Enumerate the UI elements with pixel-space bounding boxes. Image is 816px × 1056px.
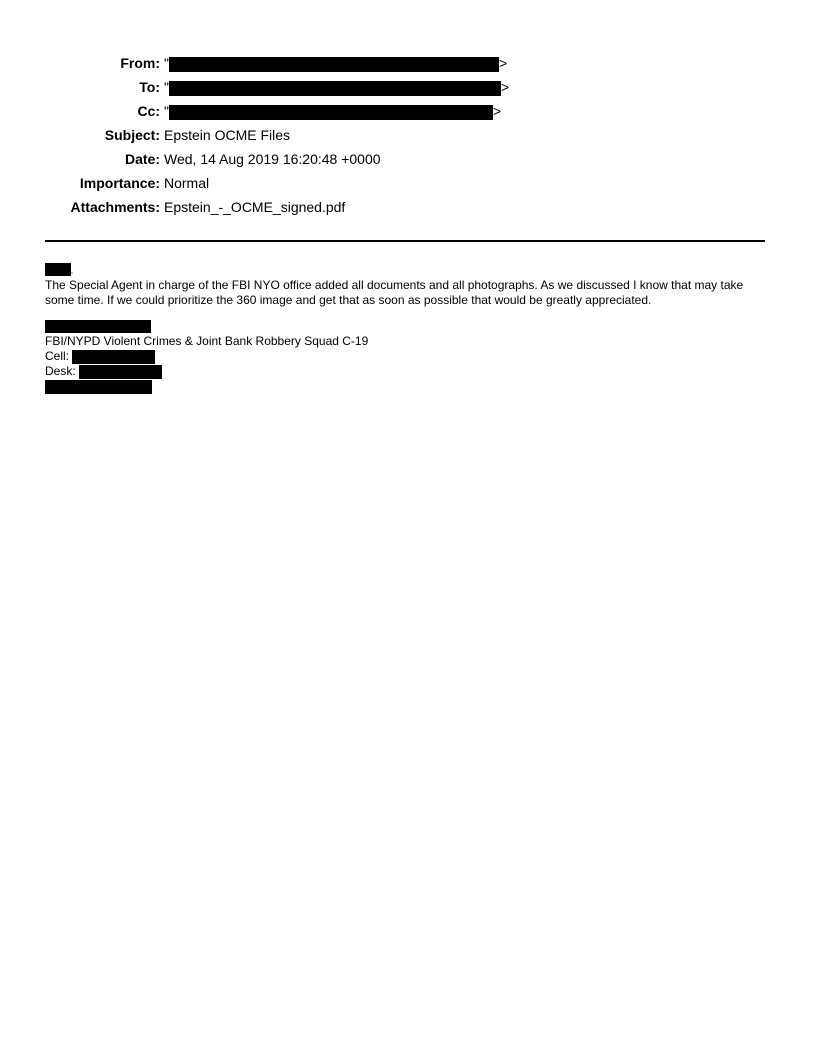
from-value	[164, 52, 507, 74]
to-bracket: >	[500, 79, 510, 95]
desk-label: Desk:	[45, 364, 76, 378]
subject-label: Subject:	[104, 127, 160, 143]
attachments-label: Attachments:	[70, 199, 160, 215]
cc-bracket: >	[492, 103, 502, 119]
subject-row	[0, 124, 816, 148]
to-quote: "	[164, 79, 169, 95]
importance-label: Importance:	[79, 175, 160, 191]
importance-row	[0, 172, 816, 196]
message-paragraph: The Special Agent in charge of the FBI NYO office added all documents and all photographs. As we discussed I know that may take some time. If we could prioritize the 360 image and get that as soon as possible that would be greatly appreciated.	[45, 278, 744, 307]
redaction-block	[45, 263, 71, 276]
attachments-row	[0, 196, 816, 220]
header-divider	[45, 240, 765, 242]
signature-desk	[45, 364, 770, 379]
to-value	[164, 76, 509, 98]
date-label: Date:	[124, 151, 160, 167]
cell-label: Cell:	[45, 349, 70, 363]
subject-value: Epstein OCME Files	[164, 127, 291, 143]
attachment-file[interactable]: Epstein_-_OCME_signed.pdf	[164, 199, 346, 215]
signature-extra	[45, 379, 770, 394]
greeting	[45, 262, 770, 276]
from-row	[0, 52, 816, 76]
redaction-block	[45, 380, 152, 394]
signature-block	[45, 319, 770, 394]
email-body	[45, 262, 770, 394]
redaction-block	[72, 350, 155, 364]
date-row	[0, 148, 816, 172]
cc-label: Cc:	[137, 103, 160, 119]
to-row	[0, 76, 816, 100]
from-bracket: >	[498, 55, 508, 71]
importance-value: Normal	[164, 175, 210, 191]
from-quote: "	[164, 55, 169, 71]
redaction-block	[169, 81, 501, 96]
to-label: To:	[139, 79, 160, 95]
cc-value	[164, 100, 501, 122]
greeting-comma: ,	[71, 268, 73, 275]
cc-row	[0, 100, 816, 124]
signature-unit: FBI/NYPD Violent Crimes & Joint Bank Robbery Squad C-19	[45, 334, 369, 348]
email-header	[0, 52, 816, 220]
signature-name	[45, 319, 770, 334]
redaction-block	[169, 105, 493, 120]
redaction-block	[169, 57, 499, 72]
redaction-block	[45, 320, 151, 333]
cc-quote: "	[164, 103, 169, 119]
redaction-block	[79, 365, 162, 379]
from-label: From:	[120, 55, 160, 71]
date-value: Wed, 14 Aug 2019 16:20:48 +0000	[164, 151, 381, 167]
signature-cell	[45, 349, 770, 364]
